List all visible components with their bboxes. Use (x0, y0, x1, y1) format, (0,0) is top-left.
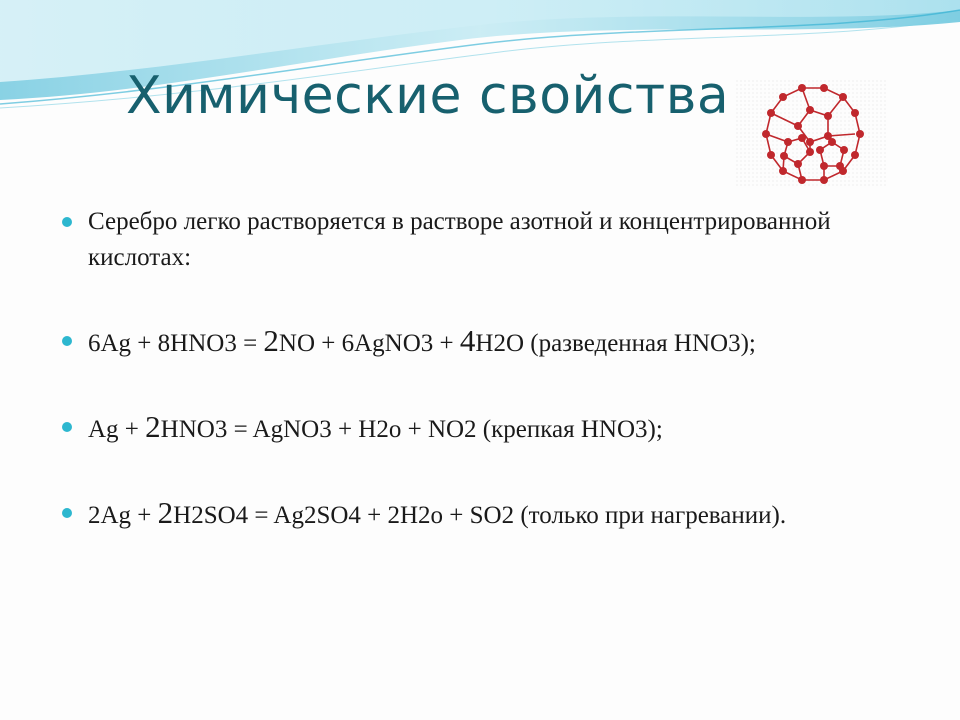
equation-part: 2Ag + (88, 502, 158, 529)
bullet-icon (62, 422, 72, 432)
coefficient: 2 (145, 409, 161, 444)
coefficient: 2 (157, 495, 174, 530)
equation-part: Ag + (88, 416, 146, 443)
equation-part: H2O (разведенная HNO3); (475, 330, 756, 357)
equation-part: H2SO4 = Ag2SO4 + 2H2o + SO2 (только при нагревании). (173, 502, 787, 529)
bullet-icon (62, 336, 72, 346)
list-item (60, 409, 920, 448)
slide-title: Химические свойства (126, 66, 730, 126)
equation-part: HNO3 = AgNO3 + H2o + NO2 (крепкая HNO3); (160, 416, 663, 443)
list-item (60, 495, 920, 534)
bullet-icon (62, 508, 72, 518)
bullet-list (60, 204, 920, 534)
coefficient: 4 (459, 323, 476, 358)
bullet-text: Серебро легко растворяется в растворе азотной и концентрированной кислотах: (88, 208, 831, 271)
coefficient: 2 (263, 323, 279, 358)
equation-part: 6Ag + 8HNO3 = (88, 330, 264, 357)
list-item (60, 323, 920, 362)
fullerene-molecule-image (736, 80, 886, 188)
equation-part: NO + 6AgNO3 + (278, 330, 460, 357)
list-item (60, 204, 920, 276)
bullet-icon (62, 217, 72, 227)
